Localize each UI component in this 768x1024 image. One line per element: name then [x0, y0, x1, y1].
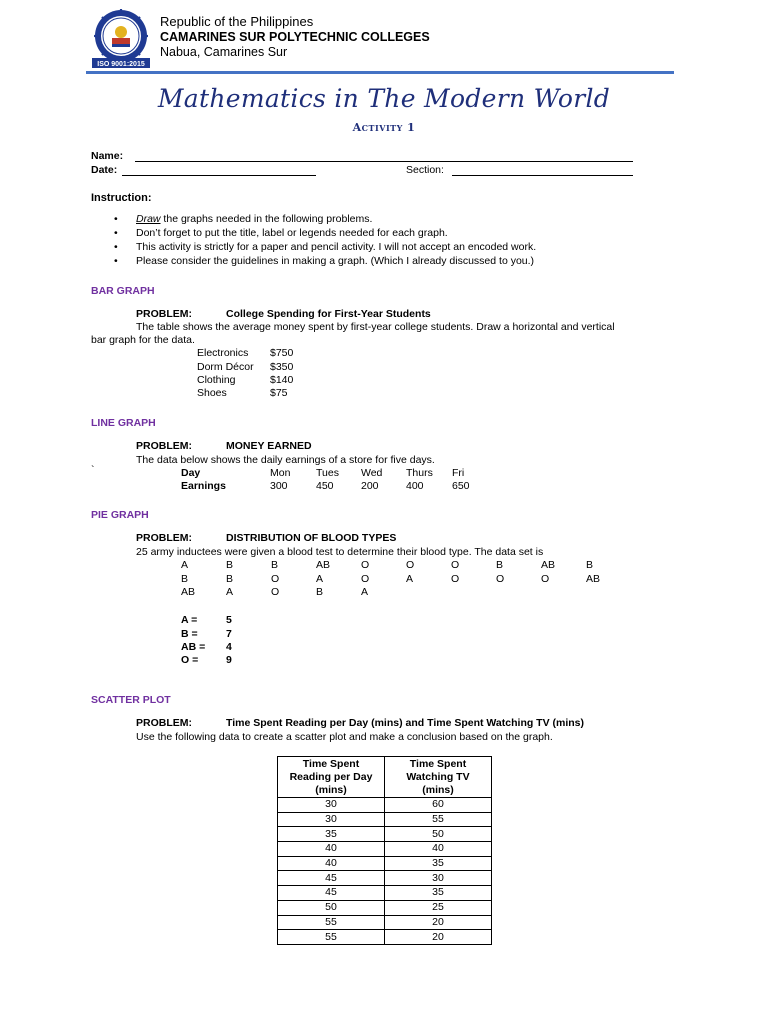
earnings-cell: 200 [361, 480, 379, 492]
blood-type-cell: B [226, 573, 234, 585]
blood-type-cell: O [361, 559, 370, 571]
blood-type-cell: B [181, 573, 189, 585]
bar-item-value: $350 [270, 361, 294, 373]
section-field[interactable] [452, 175, 633, 176]
scatter-problem-label: PROBLEM: [136, 717, 192, 729]
blood-type-cell: A [316, 573, 324, 585]
table-row: 45 30 [278, 871, 492, 886]
bar-item-value: $750 [270, 347, 294, 359]
table-row: 50 25 [278, 900, 492, 915]
table-row: 35 50 [278, 827, 492, 842]
blood-type-cell: O [496, 573, 505, 585]
day-row-label: Day [181, 467, 201, 479]
blood-type-cell: AB [586, 573, 601, 585]
earnings-row-label: Earnings [181, 480, 226, 492]
earnings-cell: 300 [270, 480, 288, 492]
instruction-item: • Please consider the guidelines in making a graph. (Which I already discussed to you.) [108, 254, 536, 268]
stray-mark: ` [91, 464, 95, 476]
pie-graph-heading: PIE GRAPH [91, 509, 149, 521]
bar-problem-title: College Spending for First-Year Students [226, 308, 431, 320]
name-field[interactable] [135, 161, 633, 162]
college-location: Nabua, Camarines Sur [160, 45, 288, 59]
blood-type-cell: AB [181, 586, 196, 598]
bar-item-label: Electronics [197, 347, 249, 359]
instruction-item: • This activity is strictly for a paper and pencil activity. I will not accept an encoded work. [108, 240, 536, 254]
blood-type-cell: O [541, 573, 550, 585]
bar-item-label: Clothing [197, 374, 236, 386]
blood-type-cell: B [316, 586, 324, 598]
table-row: 30 60 [278, 798, 492, 813]
line-description: The data below shows the daily earnings of a store for five days. [136, 454, 435, 466]
document-title: Mathematics in The Modern World [157, 84, 611, 113]
table-row: 55 20 [278, 930, 492, 945]
bar-item-value: $140 [270, 374, 294, 386]
republic-label: Republic of the Philippines [160, 14, 314, 29]
table-row: 30 55 [278, 812, 492, 827]
blood-type-cell: AB [316, 559, 331, 571]
table-row: 55 20 [278, 915, 492, 930]
line-problem-title: MONEY EARNED [226, 440, 312, 452]
blood-type-cell: B [586, 559, 594, 571]
tv-column-header: Time Spent Watching TV (mins) [385, 757, 492, 798]
instruction-heading: Instruction: [91, 192, 152, 204]
activity-title: Activity 1 [352, 121, 416, 134]
section-label: Section: [406, 164, 444, 176]
bar-item-value: $75 [270, 387, 288, 399]
bar-item-label: Shoes [197, 387, 227, 399]
table-row: 40 35 [278, 856, 492, 871]
scatter-plot-heading: SCATTER PLOT [91, 694, 171, 706]
count-value: 7 [226, 628, 232, 640]
day-cell: Mon [270, 467, 291, 479]
bar-item-label: Dorm Décor [197, 361, 254, 373]
scatter-description: Use the following data to create a scatter plot and make a conclusion based on the graph. [136, 731, 553, 743]
blood-type-cell: A [361, 586, 369, 598]
name-label: Name: [91, 150, 124, 162]
day-cell: Fri [452, 467, 465, 479]
blood-type-cell: A [181, 559, 189, 571]
blood-type-cell: O [271, 573, 280, 585]
earnings-cell: 450 [316, 480, 334, 492]
bar-problem-label: PROBLEM: [136, 308, 192, 320]
pie-description: 25 army inductees were given a blood test to determine their blood type. The data set is [136, 546, 544, 558]
blood-type-cell: O [406, 559, 415, 571]
day-cell: Wed [361, 467, 383, 479]
table-row: 45 35 [278, 886, 492, 901]
count-label: O = [181, 654, 199, 666]
iso-label: ISO 9001:2015 [97, 61, 145, 68]
date-field[interactable] [122, 175, 316, 176]
blood-type-cell: B [226, 559, 234, 571]
blood-type-cell: A [226, 586, 234, 598]
blood-type-cell: B [496, 559, 504, 571]
bar-description-cont: bar graph for the data. [91, 334, 195, 346]
blood-type-cell: O [271, 586, 280, 598]
blood-type-cell: O [361, 573, 370, 585]
college-seal-logo [90, 8, 152, 70]
day-cell: Tues [316, 467, 339, 479]
instruction-item: • Don’t forget to put the title, label or legends needed for each graph. [108, 226, 536, 240]
instruction-item: • Draw the graphs needed in the following problems. [108, 212, 536, 226]
blood-type-cell: B [271, 559, 279, 571]
date-label: Date: [91, 164, 118, 176]
count-value: 9 [226, 654, 232, 666]
bar-graph-heading: BAR GRAPH [91, 285, 155, 297]
count-label: A = [181, 614, 198, 626]
earnings-cell: 400 [406, 480, 424, 492]
line-problem-label: PROBLEM: [136, 440, 192, 452]
blood-type-cell: A [406, 573, 414, 585]
day-cell: Thurs [406, 467, 433, 479]
count-label: B = [181, 628, 198, 640]
pie-problem-label: PROBLEM: [136, 532, 192, 544]
instruction-list [108, 212, 536, 268]
pie-problem-title: DISTRIBUTION OF BLOOD TYPES [226, 532, 397, 544]
count-label: AB = [181, 641, 206, 653]
blood-type-cell: O [451, 573, 460, 585]
table-row: 40 40 [278, 842, 492, 857]
count-value: 4 [226, 641, 232, 653]
blood-type-cell: O [451, 559, 460, 571]
count-value: 5 [226, 614, 232, 626]
reading-column-header: Time Spent Reading per Day (mins) [278, 757, 385, 798]
header-divider [86, 71, 674, 74]
college-name: CAMARINES SUR POLYTECHNIC COLLEGES [160, 30, 430, 44]
bar-description: The table shows the average money spent by first-year college students. Draw a horizontal and vertical [136, 321, 615, 333]
blood-type-cell: AB [541, 559, 556, 571]
earnings-cell: 650 [452, 480, 470, 492]
scatter-problem-title: Time Spent Reading per Day (mins) and Time Spent Watching TV (mins) [226, 717, 585, 729]
scatter-data-table [277, 756, 492, 945]
line-graph-heading: LINE GRAPH [91, 417, 156, 429]
